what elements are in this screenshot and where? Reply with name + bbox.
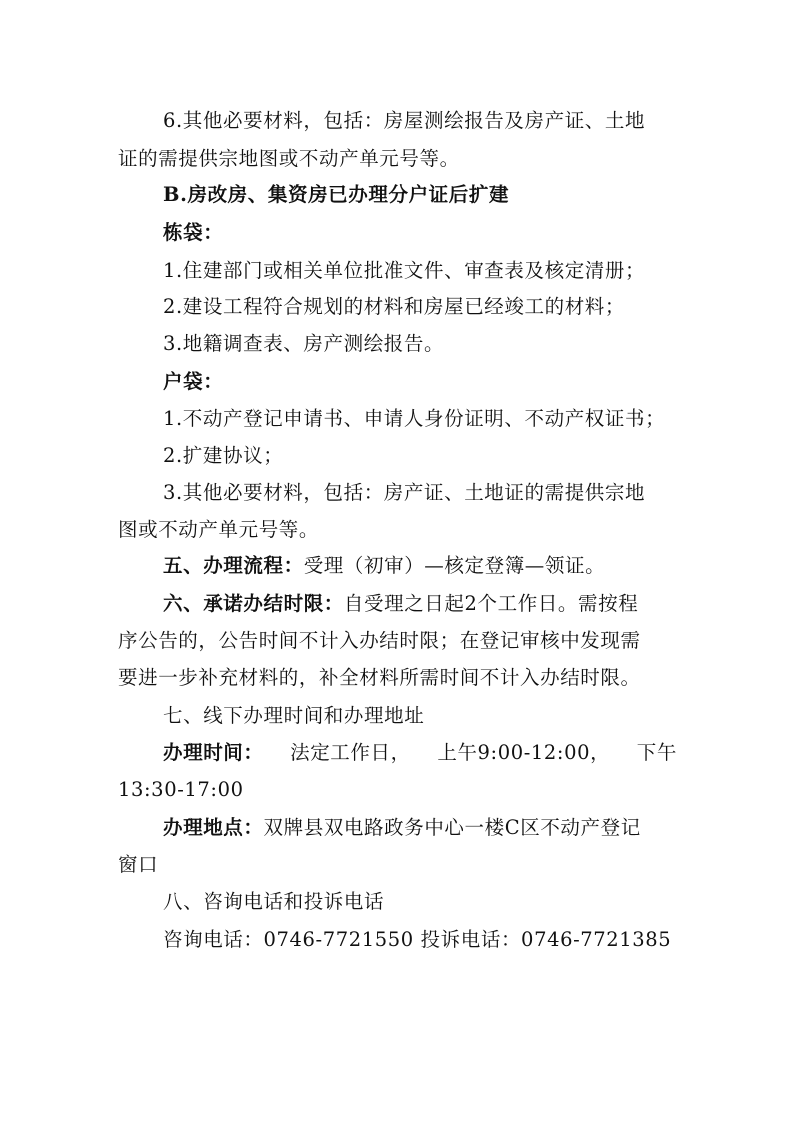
section-6-label: 六、承诺办结时限： xyxy=(163,592,344,615)
building-bag-title: 栋袋： xyxy=(163,221,224,244)
office-hours-line-1 xyxy=(163,740,677,766)
section-6-text: 自受理之日起2个工作日。需按程 xyxy=(343,592,639,615)
household-item-3-line-1: 3.其他必要材料，包括：房产证、土地证的需提供宗地 xyxy=(163,481,646,504)
office-address-label: 办理地点： xyxy=(163,816,264,839)
building-item-1: 1.住建部门或相关单位批准文件、审查表及核定清册； xyxy=(163,259,646,282)
building-item-3: 3.地籍调查表、房产测绘报告。 xyxy=(163,332,445,355)
section-5-label: 五、办理流程： xyxy=(163,554,304,577)
section-7-title: 七、线下办理时间和办理地址 xyxy=(163,704,425,727)
section-6-line-1 xyxy=(163,591,723,617)
household-item-1: 1.不动产登记申请书、申请人身份证明、不动产权证书； xyxy=(163,407,666,430)
section-6-line-2: 序公告的，公告时间不计入办结时限；在登记审核中发现需 xyxy=(118,629,641,652)
item-6-line-2: 证的需提供宗地图或不动产单元号等。 xyxy=(118,147,460,170)
office-hours-afternoon-label: 下午 xyxy=(636,741,677,764)
household-bag-title: 户袋： xyxy=(163,370,224,393)
section-5-text: 受理（初审）—核定登簿—领证。 xyxy=(303,554,606,577)
office-address-text: 双牌县双电路政务中心一楼C区不动产登记 xyxy=(263,816,641,839)
office-hours-label: 办理时间： xyxy=(163,741,264,764)
office-hours-days: 法定工作日， xyxy=(290,741,411,764)
office-address-line-1 xyxy=(163,815,723,841)
section-6-line-3: 要进一步补充材料的，补全材料所需时间不计入办结时限。 xyxy=(118,666,641,689)
building-item-2: 2.建设工程符合规划的材料和房屋已经竣工的材料； xyxy=(163,295,626,318)
section-8-title: 八、咨询电话和投诉电话 xyxy=(163,890,385,913)
office-hours-line-2: 13:30-17:00 xyxy=(118,778,244,801)
phone-numbers: 咨询电话：0746-7721550 投诉电话：0746-7721385 xyxy=(163,928,672,951)
section-b-title: B.房改房、集资房已办理分户证后扩建 xyxy=(163,183,510,206)
household-item-3-line-2: 图或不动产单元号等。 xyxy=(118,518,320,541)
section-5 xyxy=(163,553,723,579)
office-hours-morning: 上午9:00-12:00， xyxy=(437,741,611,764)
office-address-line-2: 窗口 xyxy=(118,853,159,876)
item-6-line-1: 6.其他必要材料，包括：房屋测绘报告及房产证、土地 xyxy=(163,109,646,132)
household-item-2: 2.扩建协议； xyxy=(163,444,284,467)
